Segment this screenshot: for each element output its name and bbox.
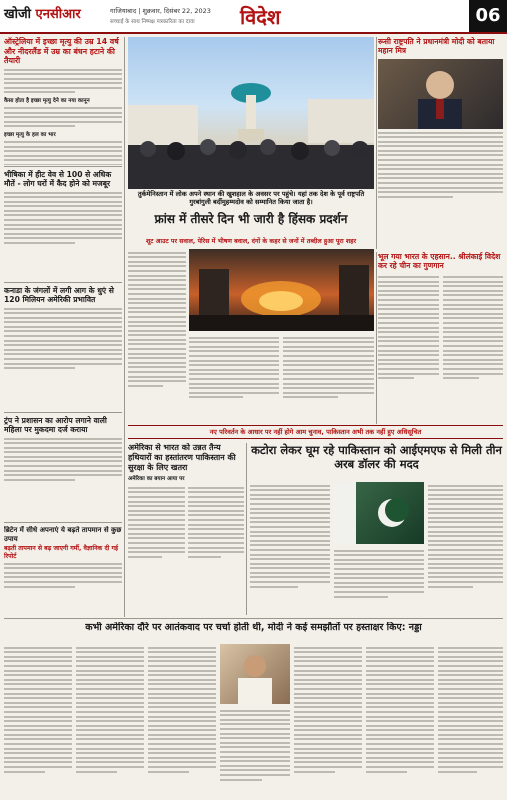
- story-france-body-right: [283, 334, 374, 420]
- story-us-india: [128, 443, 244, 615]
- monument-photo-illustration: [128, 37, 374, 189]
- story-body: [428, 485, 503, 588]
- story-subhead: कैसा होता है इच्छा मृत्यु देने का नया कानून: [4, 98, 90, 105]
- story-body: [366, 647, 434, 773]
- story-headline: कभी अमेरिका दौरे पर आतंकवाद पर चर्चा होती थी, मोदी ने कई समझौतों पर हस्ताक्षर किए: नड्डा: [85, 622, 422, 633]
- nadda-photo: [220, 644, 290, 704]
- story-headline: ब्रिटेन में सीधे अपनाएं ये बढ़ते तापमान से कुछ उपाय: [4, 526, 122, 543]
- story-france-header: [128, 212, 374, 236]
- story-headline: ट्रंप ने प्रशासन का आरोप लगाने वाली महिला पर मुकदमा दर्ज कराया: [4, 416, 107, 435]
- story-body: [378, 132, 503, 198]
- logo-accent-text: एनसीआर: [31, 7, 81, 22]
- story-headline: भूल गया भारत के एहसान.. श्रीलंकाई विदेश कर रहे चीन का गुणगान: [378, 252, 501, 271]
- story-body: [76, 647, 144, 773]
- story-body: [443, 274, 504, 382]
- story-body: [250, 485, 330, 588]
- story-body: [334, 550, 424, 598]
- banner-headline: नए परिवर्तन के आधार पर नहीं होगे आम चुनाव, पाकिस्तान अभी तक नहीं हुए अधिसूचित: [209, 428, 422, 436]
- putin-photo: [378, 59, 503, 129]
- section-title: विदेश: [240, 5, 281, 29]
- date-line: गाजियाबाद | शुक्रवार, दिसंबर 22, 2023: [110, 7, 211, 15]
- logo-main-text: खोजी: [4, 7, 32, 22]
- story-france-body-mid: [189, 334, 279, 420]
- story-body: [128, 484, 185, 560]
- story-body: [4, 141, 122, 165]
- story-body: [4, 69, 122, 94]
- story-imf-body-mid: [334, 547, 424, 615]
- main-photo: [128, 37, 374, 189]
- story-body: [438, 647, 503, 773]
- page-number: 06: [469, 0, 507, 32]
- fire-street-illustration: [189, 249, 374, 331]
- story-body: [189, 337, 279, 399]
- flag-illustration: [334, 482, 424, 544]
- story-bottom-header: [4, 622, 503, 640]
- story-headline: फ्रांस में तीसरे दिन भी जारी है हिंसक प्रदर्शन: [154, 212, 348, 226]
- main-photo-caption: तुर्कमेनिस्तान में लोक अपने स्थान की खुशहाल के अवसर पर पहुंचे। यहां तक देश के पूर्व राष्ट्रपति गुरबांगुली बर्दीमुहम्मदोव को सम्मानित किया जाता है।: [137, 190, 365, 207]
- story-putin: [378, 37, 503, 249]
- story-headline: कटोरा लेकर घूम रहे पाकिस्तान को आईएमएफ से मिली तीन अरब डॉलर की मदद: [251, 443, 502, 472]
- story-body: [4, 308, 122, 370]
- story-body: [128, 252, 186, 387]
- story-heatwave: [4, 170, 122, 280]
- story-canada-fire: [4, 286, 122, 410]
- story-body: [148, 647, 216, 773]
- story-headline: कनाडा के जंगलों में लगी आग के धुएं से 120 मिलियन अमेरिकी प्रभावित: [4, 286, 114, 305]
- story-headline: अमेरिका से भारत को उन्नत तैन्य हथियारों का हस्तांतरण पाकिस्तान की सुरक्षा के लिए खतरा: [128, 443, 236, 472]
- story-srilanka: [378, 252, 503, 424]
- banner-story: [128, 425, 503, 439]
- story-subhead: शूट आउट पर सवाल, पेरिस में भीषण बवाल, दंगों के कहर से जनों में तब्दील हुआ पूरा शहर: [145, 238, 357, 245]
- story-australia: [4, 37, 122, 165]
- story-body: [188, 484, 245, 560]
- story-body: [4, 107, 122, 127]
- masthead: [0, 0, 507, 34]
- story-body: [4, 438, 122, 481]
- story-body: [378, 274, 439, 382]
- story-imf-header: [250, 443, 503, 477]
- story-headline: रूसी राष्ट्रपति ने प्रधानमंत्री मोदी को बताया महान मित्र: [378, 37, 495, 56]
- pakistan-flag-photo: [334, 482, 424, 544]
- story-body: [294, 647, 362, 773]
- story-trump: [4, 416, 122, 520]
- story-bottom-col-2: [76, 644, 144, 796]
- tagline: सच्चाई के साथ निष्पक्ष पत्रकारिता का दावा: [110, 19, 195, 25]
- newspaper-logo: [4, 4, 81, 22]
- portrait-illustration: [220, 644, 290, 704]
- story-bottom-col-4: [220, 707, 290, 796]
- story-body: [220, 710, 290, 781]
- story-bottom-col-5: [294, 644, 362, 796]
- story-subhead: अमेरिका का बयान आया पर: [128, 476, 185, 483]
- story-britain: [4, 526, 122, 616]
- story-france-body-left: [128, 249, 186, 419]
- story-bottom-col-7: [438, 644, 503, 796]
- story-body: [4, 563, 122, 588]
- story-bottom-col-6: [366, 644, 434, 796]
- story-bottom-col-3: [148, 644, 216, 796]
- story-france-sub: [128, 236, 374, 246]
- portrait-illustration: [378, 59, 503, 129]
- story-body: [4, 192, 122, 245]
- story-subhead: बढ़ती तापमान से बढ़ जाएगी गर्मी, वैज्ञानिक दी गई रिपोर्ट: [4, 545, 119, 560]
- story-body: [4, 647, 72, 773]
- story-body: [283, 337, 374, 399]
- story-headline: ऑस्ट्रेलिया में इच्छा मृत्यु की उम्र 14 वर्ष और नीदरलैंड में उम्र का बंधन हटाने की तैयारी: [4, 37, 119, 65]
- france-riot-photo: [189, 249, 374, 331]
- story-imf-body-left: [250, 482, 330, 615]
- story-imf-body-right: [428, 482, 503, 615]
- story-bottom-col-1: [4, 644, 72, 796]
- story-subhead: इच्छा मृत्यु के हल का भार: [4, 132, 56, 139]
- story-headline: भीषिका में हीट वेव से 100 से अधिक मौतें - लोग घरों में कैद होने को मजबूर: [4, 170, 112, 189]
